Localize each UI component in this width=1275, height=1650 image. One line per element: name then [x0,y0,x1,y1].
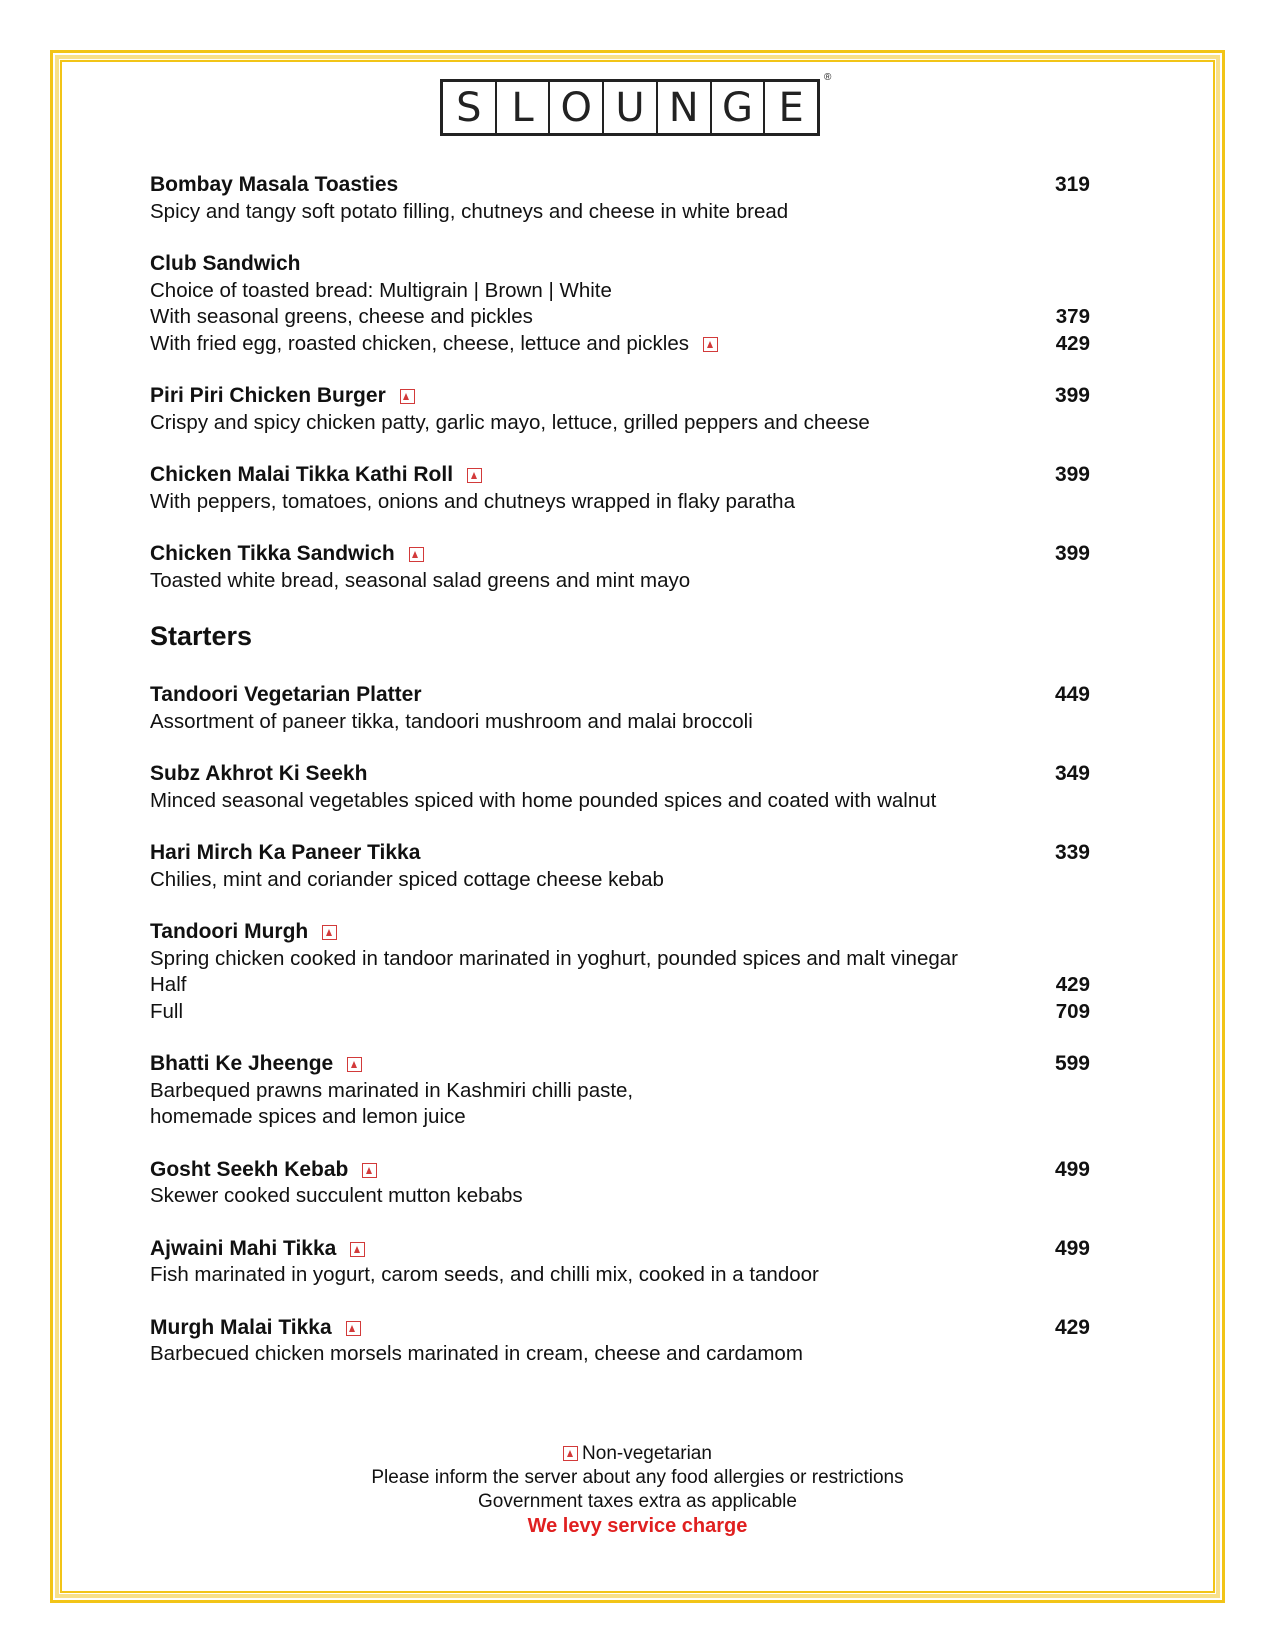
menu-item-title [150,383,415,410]
menu-item-title [150,172,398,199]
non-veg-icon [350,1242,365,1257]
description-line: Barbequed prawns marinated in Kashmiri chilli paste, [150,1078,634,1102]
non-veg-icon [563,1446,578,1461]
registered-mark: ® [824,72,832,83]
description-text [150,199,788,226]
description-line: Toasted white bread, seasonal salad greens and mint mayo [150,568,691,592]
non-veg-icon [467,468,482,483]
logo-letter: S [443,82,497,133]
logo-letter: N [658,82,712,133]
menu-item [150,840,1090,893]
menu-item-name: Gosht Seekh Kebab [150,1157,349,1181]
allergy-note: Please inform the server about any food allergies or restrictions [371,1467,904,1488]
description-line: Spicy and tangy soft potato filling, chutneys and cheese in white bread [150,199,789,223]
menu-item-description [150,1183,1090,1210]
description-text [150,1341,803,1368]
service-charge-note: We levy service charge [527,1515,748,1537]
menu-item-price: 399 [1054,542,1090,565]
menu-item-description [150,1262,1090,1289]
menu-item-description [150,1104,1090,1131]
menu-item-title [150,541,424,568]
menu-item-title [150,462,482,489]
menu-item-price: 399 [1054,463,1090,486]
menu-footer [150,1442,1125,1538]
menu-item-name: Tandoori Murgh [150,920,309,943]
description-line: Crispy and spicy chicken patty, garlic mayo, lettuce, grilled peppers and cheese [150,410,870,434]
starters-heading: Starters [150,621,253,651]
menu-item-name: Club Sandwich [150,252,301,275]
description-text [150,946,958,973]
menu-item-description [150,972,1090,999]
menu-item-header [150,761,1090,788]
menu-item-header [150,1157,1090,1184]
menu-item-name: Chicken Malai Tikka Kathi Roll [150,463,454,486]
menu-item-price: 499 [1054,1157,1090,1181]
non-veg-icon [400,389,415,404]
variant-price: 709 [1055,999,1090,1023]
description-text [150,278,612,305]
starters-section [150,682,1090,1368]
menu-item-price: 399 [1054,384,1090,407]
menu-item-name: Piri Piri Chicken Burger [150,384,386,407]
slounge-logo [440,79,820,136]
description-line: Half [150,973,187,996]
menu-item-title [150,1315,361,1342]
menu-item-description [150,867,1090,894]
menu-item-title [150,1051,362,1078]
menu-item-description [150,568,1090,595]
non-veg-icon [347,1057,362,1072]
menu-item-price: 429 [1054,1315,1090,1339]
menu-item [150,919,1090,1025]
description-line: Skewer cooked succulent mutton kebabs [150,1184,523,1207]
description-text [150,709,753,736]
menu-item-description [150,331,1090,358]
sandwiches-section [150,172,1090,594]
menu-item-header [150,919,1090,946]
menu-item-name: Ajwaini Mahi Tikka [150,1236,337,1260]
description-line: Barbecued chicken morsels marinated in cream, cheese and cardamom [150,1342,803,1365]
non-veg-icon [409,547,424,562]
non-veg-icon [346,1321,361,1336]
menu-item-title [150,761,367,788]
menu-item-description [150,1341,1090,1368]
description-line: Full [150,999,184,1023]
description-text [150,1183,523,1210]
menu-item-price: 349 [1054,762,1090,785]
menu-item-name: Bombay Masala Toasties [150,173,399,196]
description-line: Assortment of paneer tikka, tandoori mushroom and malai broccoli [150,709,753,733]
logo-letter: L [497,82,551,133]
menu-item-header [150,251,1090,278]
description-line: Chilies, mint and coriander spiced cottage cheese kebab [150,867,664,891]
description-line: Spring chicken cooked in tandoor marinated in yoghurt, pounded spices and malt vinegar [150,946,958,970]
menu-item-description [150,199,1090,226]
logo-letter: E [778,84,804,131]
menu-item-name: Hari Mirch Ka Paneer Tikka [150,841,421,864]
variant-price: 429 [1055,331,1090,355]
description-text [150,568,690,595]
menu-item-description [150,1078,1090,1105]
menu-item-header [150,840,1090,867]
menu-item-header [150,172,1090,199]
menu-item-description [150,278,1090,305]
description-line: With fried egg, roasted chicken, cheese, lettuce and pickles [150,331,689,355]
description-line: With peppers, tomatoes, onions and chutneys wrapped in flaky paratha [150,489,795,513]
description-text [150,788,936,815]
menu-content [150,172,1090,1394]
description-text [150,331,718,358]
description-text [150,410,870,437]
description-text [150,972,186,999]
menu-item-name: Bhatti Ke Jheenge [150,1052,334,1075]
description-line: Choice of toasted bread: Multigrain | Brown | White [150,278,612,302]
menu-item [150,1315,1090,1368]
non-veg-icon [703,337,718,352]
tax-note: Government taxes extra as applicable [478,1491,797,1512]
menu-item-header [150,682,1090,709]
logo-letter: G [712,82,766,133]
non-veg-icon [362,1163,377,1178]
menu-item [150,383,1090,436]
menu-item-description [150,304,1090,331]
description-text [150,867,664,894]
menu-item-price: 319 [1054,173,1090,196]
description-line: With seasonal greens, cheese and pickles [150,305,533,328]
variant-price: 429 [1055,973,1090,996]
menu-item-description [150,709,1090,736]
menu-item-description [150,946,1090,973]
menu-item-title [150,1236,365,1263]
description-line: Minced seasonal vegetables spiced with home pounded spices and coated with walnut [150,788,937,812]
menu-item-price: 449 [1054,683,1090,706]
logo-letter: U [604,82,658,133]
menu-item-description [150,999,1090,1026]
menu-item-title [150,251,301,278]
description-text [150,1104,466,1131]
menu-item-title [150,919,337,946]
description-line: Fish marinated in yogurt, carom seeds, and chilli mix, cooked in a tandoor [150,1263,819,1286]
menu-item [150,541,1090,594]
menu-item [150,761,1090,814]
menu-item-price: 499 [1054,1236,1090,1260]
description-text [150,1078,633,1105]
menu-item-description [150,410,1090,437]
menu-item-title [150,840,420,867]
menu-item-title [150,1157,377,1184]
menu-item [150,1236,1090,1289]
description-line: homemade spices and lemon juice [150,1105,466,1128]
menu-item-header [150,1315,1090,1342]
menu-item-price: 339 [1054,841,1090,864]
description-text [150,1262,819,1289]
menu-item-header [150,541,1090,568]
menu-item-header [150,1051,1090,1078]
menu-item-price: 599 [1054,1052,1090,1075]
menu-item-name: Subz Akhrot Ki Seekh [150,762,368,785]
non-veg-icon [322,925,337,940]
menu-item-header [150,462,1090,489]
legend-text: Non-vegetarian [582,1443,712,1464]
description-text [150,999,183,1026]
menu-item-description [150,788,1090,815]
menu-item-header [150,383,1090,410]
menu-item [150,172,1090,225]
menu-item [150,462,1090,515]
menu-item [150,682,1090,735]
variant-price: 379 [1055,305,1090,328]
non-veg-legend [150,1442,1125,1466]
menu-item-name: Murgh Malai Tikka [150,1315,332,1339]
logo-letter: O [550,82,604,133]
menu-item [150,251,1090,357]
menu-item [150,1051,1090,1131]
menu-item-header [150,1236,1090,1263]
description-text [150,304,533,331]
description-text [150,489,795,516]
menu-item-title [150,682,422,709]
menu-item-name: Tandoori Vegetarian Platter [150,683,422,706]
menu-item-name: Chicken Tikka Sandwich [150,542,395,565]
menu-item [150,1157,1090,1210]
menu-item-description [150,489,1090,516]
